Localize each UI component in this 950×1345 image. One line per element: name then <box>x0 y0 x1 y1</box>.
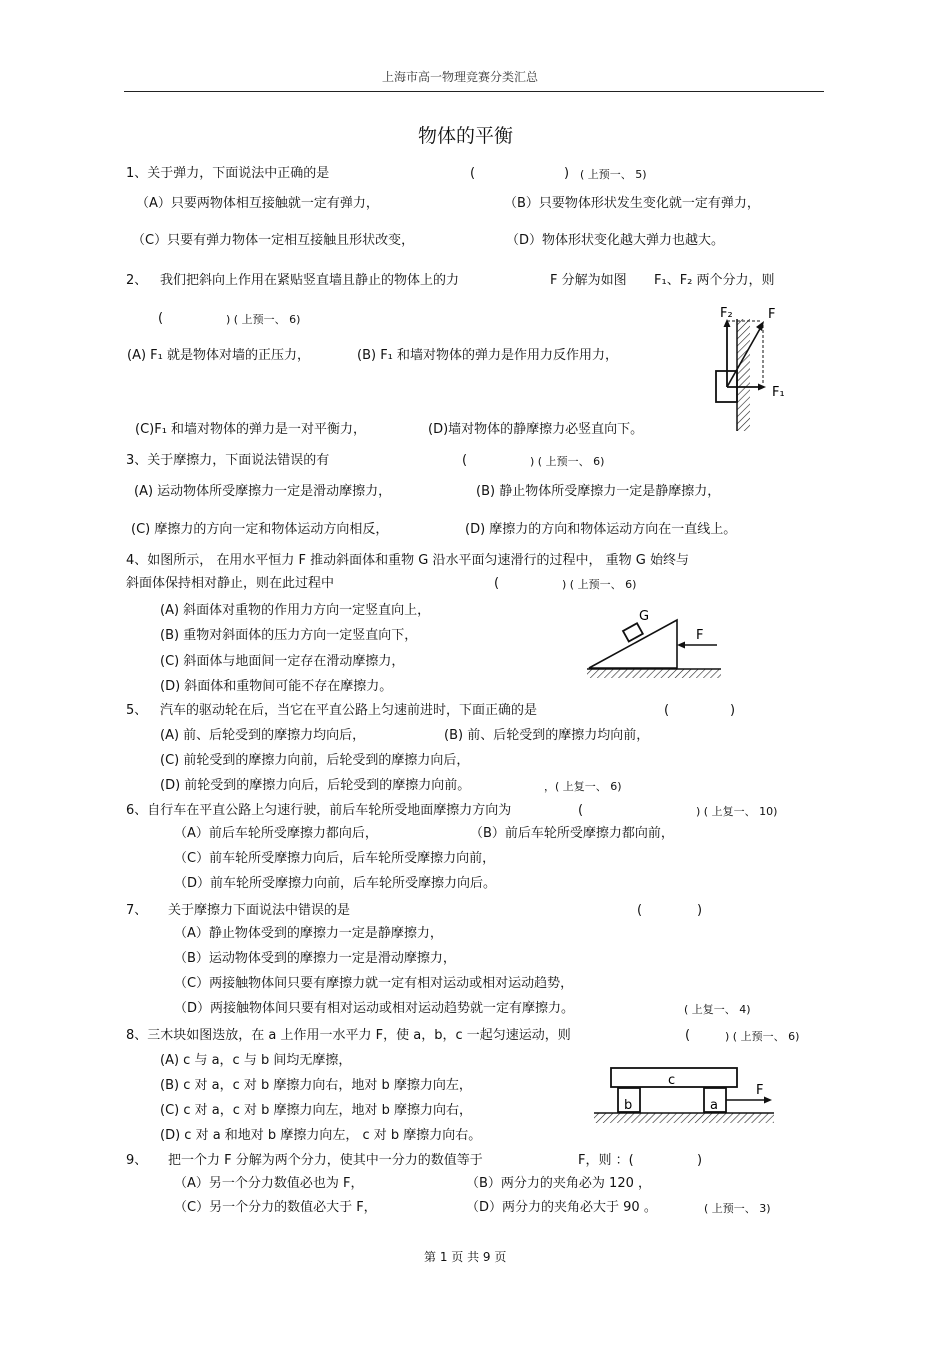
q9-source: ( 上预一、 3) <box>704 1202 771 1215</box>
q6-source: ) ( 上复一、 10) <box>696 805 778 818</box>
q4-option-c: (C) 斜面体与地面间一定存在滑动摩擦力， <box>160 654 405 669</box>
q9-option-c: （C）另一个分力的数值必大于 F， <box>174 1200 377 1215</box>
f-label: F <box>768 307 776 322</box>
q5-bracket-open: ( <box>664 703 670 718</box>
q7-option-d: （D）两接触物体间只要有相对运动或相对运动趋势就一定有摩擦力。 <box>174 1001 575 1016</box>
incline <box>589 620 677 668</box>
q6-option-c: （C）前车轮所受摩擦力向后，后车轮所受摩擦力向前， <box>174 851 496 866</box>
q4-incline-figure <box>585 605 725 687</box>
q3-option-b: (B) 静止物体所受摩擦力一定是静摩擦力， <box>476 484 721 499</box>
ground-hatch <box>587 669 721 678</box>
q5-bracket-close: ) <box>730 703 736 718</box>
q9-number: 9、 <box>126 1153 148 1168</box>
wall-hatch <box>737 319 750 431</box>
q4-option-b: (B) 重物对斜面体的压力方向一定竖直向下， <box>160 628 418 643</box>
q9-option-d: （D）两分力的夹角必大于 90 。 <box>466 1200 657 1215</box>
q1-stem: 1、关于弹力，下面说法中正确的是 <box>126 166 330 181</box>
q5-option-c: (C) 前轮受到的摩擦力向前，后轮受到的摩擦力向后， <box>160 753 470 768</box>
q6-option-b: （B）前后车轮所受摩擦力都向前， <box>470 826 674 841</box>
q1-bracket-close: ) <box>564 166 570 181</box>
f2-label: F₂ <box>720 306 733 321</box>
f-label: F <box>756 1083 764 1098</box>
q5-option-d: (D) 前轮受到的摩擦力向后，后轮受到的摩擦力向前。 <box>160 778 471 793</box>
q2-option-d: (D)墙对物体的静摩擦力必竖直向下。 <box>428 422 644 437</box>
q8-option-d: (D) c 对 a 和地对 b 摩擦力向左， c 对 b 摩擦力向右。 <box>160 1128 482 1143</box>
q2-stem: 我们把斜向上作用在紧贴竖直墙且静止的物体上的力 <box>160 273 460 288</box>
q2-stem-3: F₁、F₂ 两个分力，则 <box>654 273 775 288</box>
weight-block <box>623 623 643 641</box>
q5-stem: 汽车的驱动轮在后，当它在平直公路上匀速前进时，下面正确的是 <box>160 703 538 718</box>
q9-option-a: （A）另一个分力数值必也为 F， <box>174 1176 364 1191</box>
q5-source: ，( 上复一、 6) <box>544 780 622 793</box>
q6-option-a: （A）前后车轮所受摩擦力都向后， <box>174 826 378 841</box>
q3-stem: 3、关于摩擦力，下面说法错误的有 <box>126 453 330 468</box>
q2-number: 2、 <box>126 273 148 288</box>
q1-bracket-open: ( <box>470 166 476 181</box>
q9-option-b: （B）两分力的夹角必为 120 ， <box>466 1176 651 1191</box>
b-label: b <box>624 1098 633 1113</box>
q7-source: ( 上复一、 4) <box>684 1003 751 1016</box>
q5-option-a: (A) 前、后轮受到的摩擦力均向后， <box>160 728 366 743</box>
q3-option-d: (D) 摩擦力的方向和物体运动方向在一直线上。 <box>465 522 737 537</box>
q8-option-c: (C) c 对 a，c 对 b 摩擦力向左，地对 b 摩擦力向右， <box>160 1103 473 1118</box>
q4-option-a: (A) 斜面体对重物的作用力方向一定竖直向上， <box>160 603 431 618</box>
q8-option-b: (B) c 对 a，c 对 b 摩擦力向右，地对 b 摩擦力向左， <box>160 1078 472 1093</box>
q2-source: ) ( 上预一、 6) <box>226 313 301 326</box>
q2-wall-force-figure <box>700 305 810 435</box>
f-label: F <box>696 628 704 643</box>
q7-bracket-close: ) <box>697 903 703 918</box>
q8-option-a: (A) c 与 a，c 与 b 间均无摩擦， <box>160 1053 352 1068</box>
q9-bracket-close: ) <box>697 1153 703 1168</box>
page-header: 上海市高一物理竞赛分类汇总 <box>382 70 539 84</box>
q1-option-a: （A）只要两物体相互接触就一定有弹力， <box>136 196 379 211</box>
q8-stem: 8、三木块如图迭放，在 a 上作用一水平力 F，使 a，b，c 一起匀速运动，则 <box>126 1028 571 1043</box>
q2-option-b: (B) F₁ 和墙对物体的弹力是作用力反作用力， <box>357 348 619 363</box>
q4-stem: 4、如图所示， 在用水平恒力 F 推动斜面体和重物 G 沿水平面匀速滑行的过程中， 重物 G 始终与 <box>126 553 689 568</box>
q7-option-b: （B）运动物体受到的摩擦力一定是滑动摩擦力， <box>174 951 456 966</box>
q5-number: 5、 <box>126 703 148 718</box>
q1-option-c: （C）只要有弹力物体一定相互接触且形状改变， <box>132 233 415 248</box>
g-label: G <box>639 609 650 624</box>
q7-bracket-open: ( <box>637 903 643 918</box>
q7-number: 7、 <box>126 903 148 918</box>
q7-stem: 关于摩擦力下面说法中错误的是 <box>168 903 351 918</box>
ground-hatch <box>594 1113 774 1123</box>
q3-option-c: (C) 摩擦力的方向一定和物体运动方向相反， <box>131 522 389 537</box>
q6-stem: 6、自行车在平直公路上匀速行驶，前后车轮所受地面摩擦力方向为 <box>126 803 512 818</box>
q1-option-d: （D）物体形状变化越大弹力也越大。 <box>506 233 725 248</box>
q2-option-c: (C)F₁ 和墙对物体的弹力是一对平衡力， <box>135 422 367 437</box>
q1-option-b: （B）只要物体形状发生变化就一定有弹力， <box>504 196 760 211</box>
page-footer: 第 1 页 共 9 页 <box>424 1250 507 1264</box>
q9-stem-2: F，则 ：( <box>578 1153 634 1168</box>
q4-stem-2: 斜面体保持相对静止，则在此过程中 <box>126 576 335 591</box>
q9-stem: 把一个力 F 分解为两个分力，使其中一分力的数值等于 <box>168 1153 483 1168</box>
q3-bracket-open: ( <box>462 453 468 468</box>
q4-option-d: (D) 斜面体和重物间可能不存在摩擦力。 <box>160 679 393 694</box>
q8-blocks-figure <box>592 1063 778 1129</box>
q3-option-a: (A) 运动物体所受摩擦力一定是滑动摩擦力， <box>134 484 392 499</box>
q2-bracket-open: ( <box>158 311 164 326</box>
q5-option-b: (B) 前、后轮受到的摩擦力均向前， <box>444 728 650 743</box>
q2-option-a: (A) F₁ 就是物体对墙的正压力， <box>127 348 310 363</box>
q7-option-a: （A）静止物体受到的摩擦力一定是静摩擦力， <box>174 926 443 941</box>
header-rule <box>124 91 824 92</box>
q1-source: ( 上预一、 5) <box>580 168 647 181</box>
page-title: 物体的平衡 <box>418 125 514 147</box>
c-label: c <box>668 1073 676 1088</box>
q4-bracket-open: ( <box>494 576 500 591</box>
q3-source: ) ( 上预一、 6) <box>530 455 605 468</box>
q8-bracket-open: ( <box>685 1028 691 1043</box>
q4-source: ) ( 上预一、 6) <box>562 578 637 591</box>
q8-source: ) ( 上预一、 6) <box>725 1030 800 1043</box>
q7-option-c: （C）两接触物体间只要有摩擦力就一定有相对运动或相对运动趋势， <box>174 976 574 991</box>
f1-label: F₁ <box>772 385 785 400</box>
q6-option-d: （D）前车轮所受摩擦力向前，后车轮所受摩擦力向后。 <box>174 876 497 891</box>
q6-bracket-open: ( <box>578 803 584 818</box>
q2-stem-2: F 分解为如图 <box>550 273 627 288</box>
a-label: a <box>710 1098 718 1113</box>
